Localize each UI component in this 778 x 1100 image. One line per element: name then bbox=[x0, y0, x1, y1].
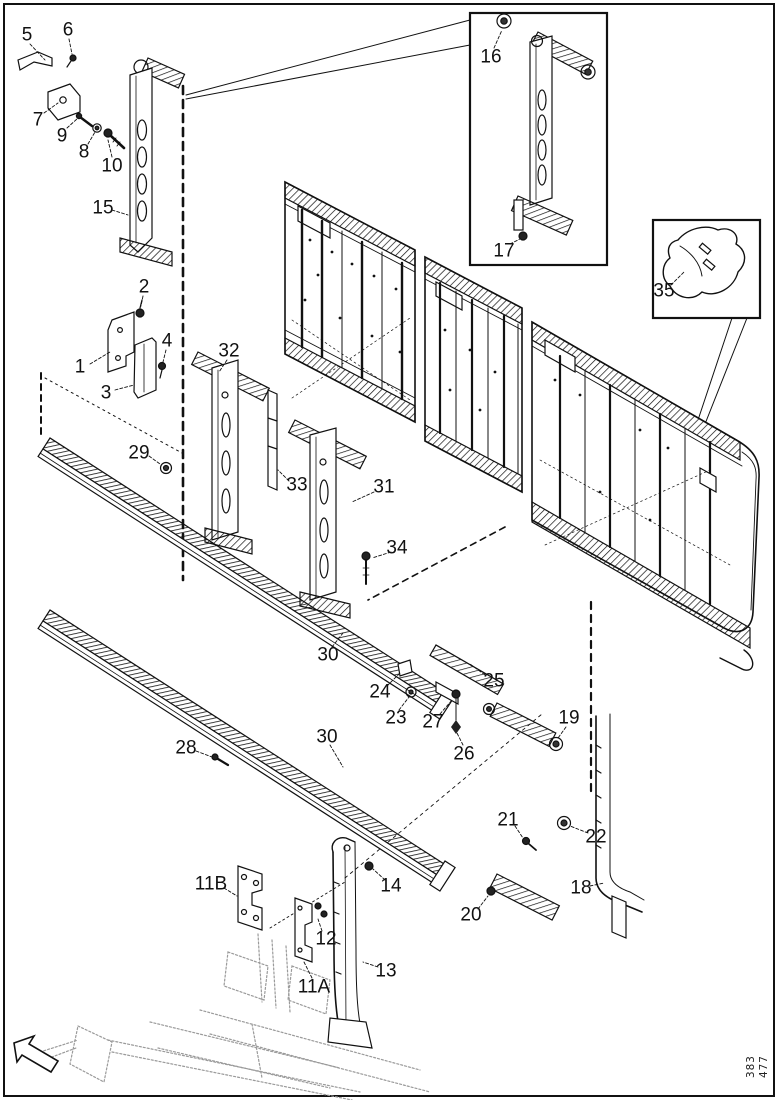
callout-9: 9 bbox=[56, 125, 68, 147]
callout-33: 33 bbox=[286, 474, 308, 496]
callout-14: 14 bbox=[380, 875, 402, 897]
view-direction-arrow-icon bbox=[14, 1036, 58, 1072]
callout-26: 26 bbox=[453, 743, 475, 765]
callout-28: 28 bbox=[175, 737, 197, 759]
callout-23: 23 bbox=[385, 707, 407, 729]
stake-pillar-31 bbox=[289, 420, 370, 618]
callout-27: 27 bbox=[422, 711, 444, 733]
callout-2: 2 bbox=[138, 276, 150, 298]
callout-30-upper: 30 bbox=[317, 644, 339, 666]
callout-6: 6 bbox=[62, 19, 74, 41]
callout-4: 4 bbox=[161, 330, 173, 352]
stake-pillar-15 bbox=[120, 58, 185, 266]
callout-5: 5 bbox=[21, 24, 33, 46]
callout-29: 29 bbox=[128, 442, 150, 464]
spacer-strip-33 bbox=[268, 390, 277, 490]
callout-19: 19 bbox=[558, 707, 580, 729]
side-panel-middle-right bbox=[425, 257, 522, 492]
callout-21: 21 bbox=[497, 809, 519, 831]
side-rail-lower-30 bbox=[36, 607, 455, 891]
callout-31: 31 bbox=[373, 476, 395, 498]
chassis-ghost bbox=[40, 934, 430, 1100]
callout-35: 35 bbox=[653, 280, 675, 302]
callout-11b: 11B bbox=[194, 873, 228, 895]
callout-10: 10 bbox=[101, 155, 123, 177]
callout-25: 25 bbox=[483, 670, 505, 692]
callout-22: 22 bbox=[585, 826, 607, 848]
callout-12: 12 bbox=[315, 928, 337, 950]
bracket-cluster-top-left bbox=[18, 52, 124, 148]
callout-1: 1 bbox=[74, 356, 86, 378]
callout-13: 13 bbox=[375, 960, 397, 982]
callout-11a: 11A bbox=[297, 976, 331, 998]
callout-3: 3 bbox=[100, 382, 112, 404]
callout-7: 7 bbox=[32, 109, 44, 131]
callout-8: 8 bbox=[78, 141, 90, 163]
detail-inset-box-35 bbox=[653, 220, 760, 318]
callout-16: 16 bbox=[480, 46, 502, 68]
stake-pillar-32 bbox=[192, 352, 270, 554]
side-panel-center bbox=[285, 182, 415, 422]
callout-20: 20 bbox=[460, 904, 482, 926]
drawing-number: 383 477 bbox=[744, 1055, 770, 1078]
callout-24: 24 bbox=[369, 681, 391, 703]
callout-32: 32 bbox=[218, 340, 240, 362]
callout-17: 17 bbox=[493, 240, 515, 262]
callout-34: 34 bbox=[386, 537, 408, 559]
callout-30-lower: 30 bbox=[316, 726, 338, 748]
callout-15: 15 bbox=[92, 197, 114, 219]
callout-18: 18 bbox=[570, 877, 592, 899]
